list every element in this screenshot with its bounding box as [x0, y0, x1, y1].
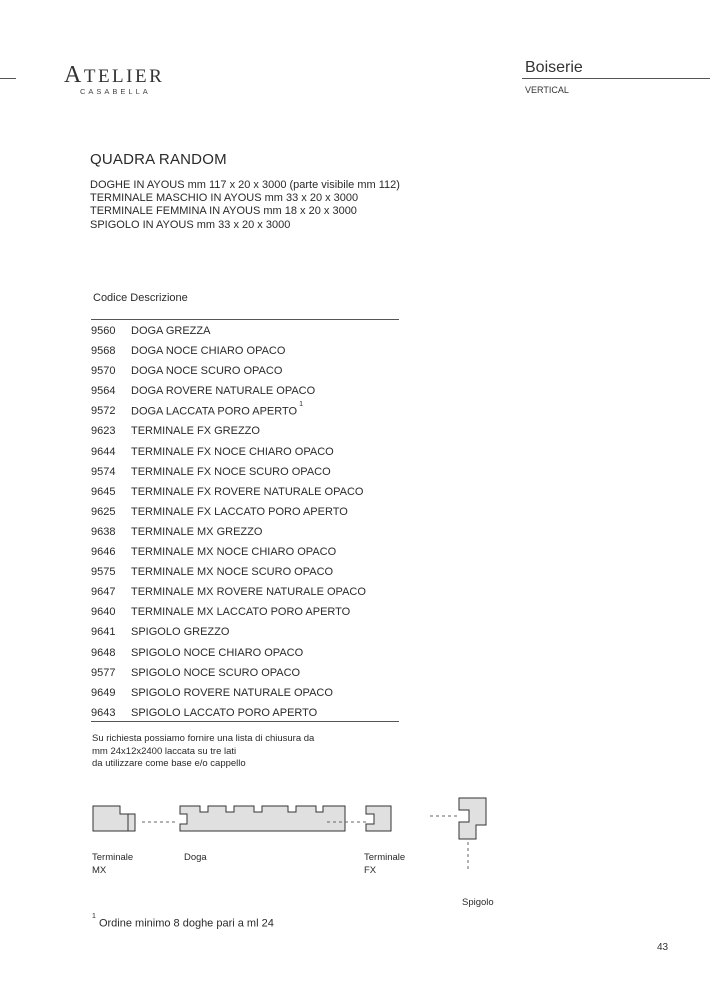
table-row: [91, 365, 411, 385]
product-table: [91, 325, 411, 727]
table-row: [91, 586, 411, 606]
page-number: 43: [657, 942, 669, 953]
note-line: da utilizzare come base e/o cappello: [92, 758, 246, 769]
doga-profile: [180, 806, 345, 831]
row-code: 9625: [91, 505, 116, 518]
row-description: SPIGOLO NOCE SCURO OPACO: [131, 666, 301, 679]
label-doga: Doga: [184, 852, 207, 863]
footnote-number: 1: [92, 913, 96, 920]
row-description: TERMINALE MX ROVERE NATURALE OPACO: [131, 586, 366, 599]
row-description: TERMINALE FX GREZZO: [131, 425, 260, 438]
row-code: 9564: [91, 385, 116, 398]
row-description: TERMINALE MX NOCE CHIARO OPACO: [131, 546, 337, 559]
table-row: [91, 667, 411, 687]
label-terminale-fx: Terminale FX: [364, 852, 406, 876]
table-row: [91, 401, 411, 425]
row-description: TERMINALE FX ROVERE NATURALE OPACO: [131, 485, 364, 498]
table-row: [91, 506, 411, 526]
row-description: SPIGOLO NOCE CHIARO OPACO: [131, 646, 304, 659]
terminale-mx-profile: [93, 806, 135, 831]
section-title: Boiserie: [525, 59, 583, 76]
table-row: [91, 325, 411, 345]
table-row: [91, 566, 411, 586]
row-description: SPIGOLO ROVERE NATURALE OPACO: [131, 686, 333, 699]
section-subtitle: VERTICAL: [525, 85, 569, 95]
row-description: DOGA NOCE SCURO OPACO: [131, 365, 283, 378]
row-code: 9574: [91, 465, 116, 478]
row-code: 9644: [91, 445, 116, 458]
spec-line: DOGHE IN AYOUS mm 117 x 20 x 3000 (parte visibile mm 112): [90, 179, 400, 191]
header-left-rule: [0, 78, 16, 79]
table-row: [91, 466, 411, 486]
product-specs: [90, 179, 400, 232]
table-header: Codice Descrizione: [93, 292, 188, 304]
spec-line: SPIGOLO IN AYOUS mm 33 x 20 x 3000: [90, 218, 291, 231]
note-line: Su richiesta possiamo fornire una lista di chiusura da: [92, 733, 315, 744]
row-code: 9640: [91, 606, 116, 619]
row-code: 9570: [91, 365, 116, 378]
terminale-mx-profile-joint: [120, 814, 128, 831]
row-code: 9649: [91, 686, 116, 699]
row-description: TERMINALE FX LACCATO PORO APERTO: [131, 505, 348, 518]
brand-logo: ATELIER: [64, 62, 165, 88]
row-description: TERMINALE FX NOCE SCURO OPACO: [131, 465, 331, 478]
spigolo-profile: [459, 798, 486, 839]
table-row: [91, 385, 411, 405]
row-description: DOGA LACCATA PORO APERTO$^1$: [131, 401, 303, 419]
row-code: 9643: [91, 706, 116, 719]
table-row: [91, 606, 411, 626]
row-description: SPIGOLO LACCATO PORO APERTO: [131, 706, 318, 719]
row-code: 9641: [91, 626, 116, 639]
row-description: DOGA ROVERE NATURALE OPACO: [131, 385, 316, 398]
row-code: 9568: [91, 345, 116, 358]
row-code: 9645: [91, 485, 116, 498]
header-right-rule: [522, 78, 710, 79]
table-row: [91, 345, 411, 365]
row-code: 9560: [91, 325, 116, 337]
row-description: TERMINALE FX NOCE CHIARO OPACO: [131, 445, 334, 458]
row-description: DOGA NOCE CHIARO OPACO: [131, 345, 286, 358]
table-row: [91, 546, 411, 566]
row-code: 9647: [91, 586, 116, 599]
row-description: TERMINALE MX NOCE SCURO OPACO: [131, 566, 334, 579]
row-code: 9646: [91, 546, 116, 559]
row-description: TERMINALE MX GREZZO: [131, 525, 263, 538]
footnote: $^1$ Ordine minimo 8 doghe pari a ml 24: [92, 913, 274, 930]
row-code: 9572: [91, 405, 116, 418]
row-code: 9638: [91, 525, 116, 538]
table-top-rule: [91, 319, 399, 320]
table-row: [91, 446, 411, 466]
row-code: 9577: [91, 666, 116, 679]
row-description: DOGA GREZZA: [131, 325, 211, 337]
spec-line: TERMINALE FEMMINA IN AYOUS mm 18 x 20 x 3000: [90, 205, 357, 218]
label-spigolo: Spigolo: [462, 897, 494, 908]
row-code: 9648: [91, 646, 116, 659]
table-row: [91, 425, 411, 445]
table-row: [91, 687, 411, 707]
row-code: 9623: [91, 425, 116, 438]
note-line: mm 24x12x2400 laccata su tre lati: [92, 745, 237, 757]
table-row: [91, 626, 411, 646]
table-row: [91, 526, 411, 546]
order-note: [92, 733, 314, 771]
label-terminale-mx: Terminale MX: [92, 852, 134, 876]
table-bottom-rule: [91, 721, 399, 722]
brand-subtitle: CASABELLA: [80, 87, 151, 96]
spec-line: TERMINALE MASCHIO IN AYOUS mm 33 x 20 x 3000: [90, 192, 359, 205]
product-title: QUADRA RANDOM: [90, 151, 227, 168]
terminale-fx-profile: [366, 806, 391, 831]
row-code: 9575: [91, 566, 116, 579]
table-row: [91, 707, 411, 727]
table-row: [91, 486, 411, 506]
footnote-marker: 1: [299, 401, 303, 409]
table-row: [91, 647, 411, 667]
row-description: TERMINALE MX LACCATO PORO APERTO: [131, 606, 351, 619]
row-description: SPIGOLO GREZZO: [131, 626, 230, 639]
